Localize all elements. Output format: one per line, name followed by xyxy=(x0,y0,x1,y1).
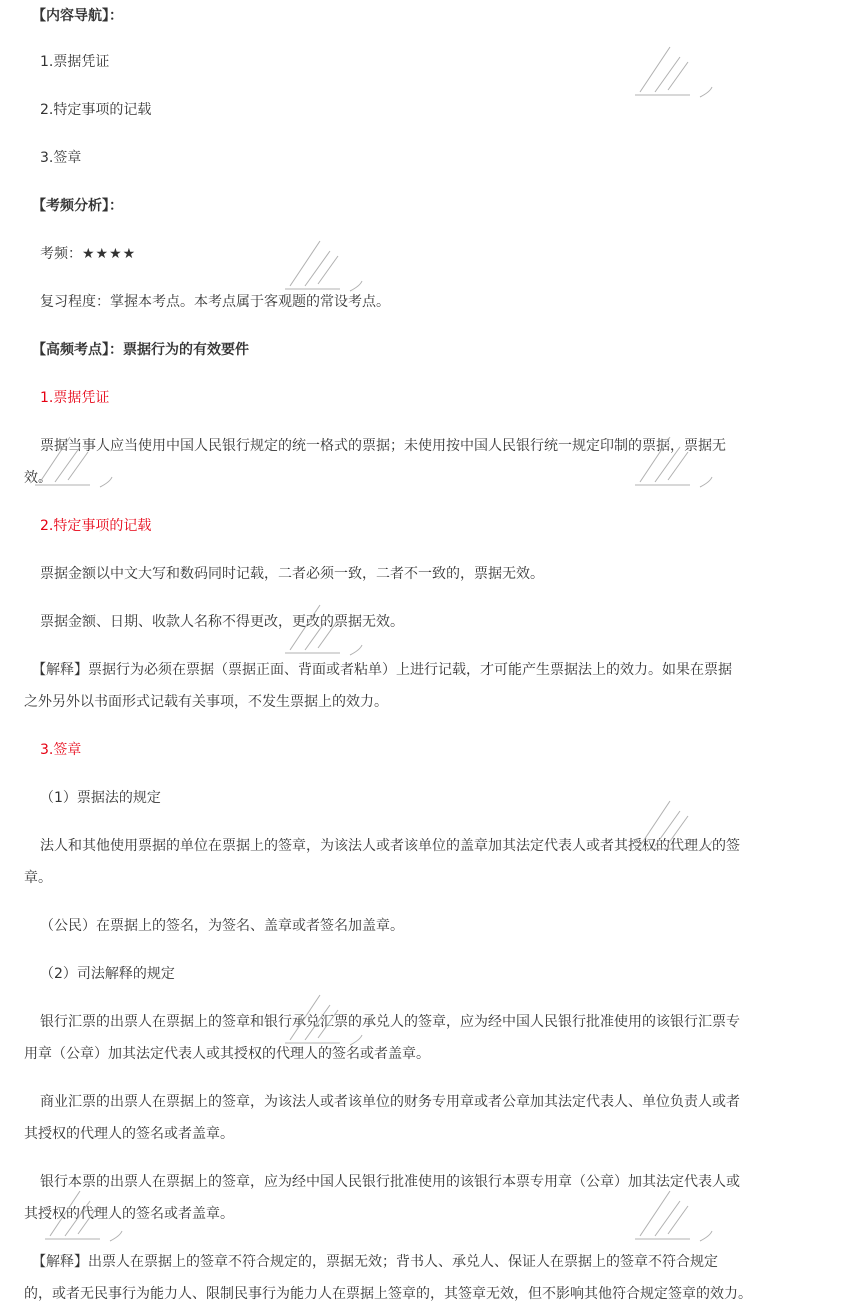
freq-stars: ★★★★ xyxy=(82,246,137,262)
section-3-paragraph-3-line-2: 用章（公章）加其法定代表人或其授权的代理人的签名或者盖章。 xyxy=(24,1046,430,1062)
section-3-paragraph-1-line-2: 章。 xyxy=(24,870,52,886)
section-1-paragraph-line-2: 效。 xyxy=(24,470,52,486)
section-3-sub-1: （1）票据法的规定 xyxy=(40,790,161,806)
section-2-paragraph-1: 票据金额以中文大写和数码同时记载，二者必须一致，二者不一致的，票据无效。 xyxy=(40,566,544,582)
section-3-sub-2: （2）司法解释的规定 xyxy=(40,966,175,982)
freq-label: 考频： xyxy=(40,246,82,262)
section-2-explain-line-1: 【解释】票据行为必须在票据（票据正面、背面或者粘单）上进行记载，才可能产生票据法上的效力。如果在票据 xyxy=(32,662,732,678)
section-3-paragraph-5-line-2: 其授权的代理人的签名或者盖章。 xyxy=(24,1206,234,1222)
nav-item-1: 1.票据凭证 xyxy=(40,54,110,70)
section-2-explain-line-2: 之外另外以书面形式记载有关事项，不发生票据上的效力。 xyxy=(24,694,388,710)
section-2-title: 2.特定事项的记载 xyxy=(40,518,152,534)
section-3-paragraph-3-line-1: 银行汇票的出票人在票据上的签章和银行承兑汇票的承兑人的签章，应为经中国人民银行批准使用的该银行汇票专 xyxy=(40,1014,740,1030)
nav-item-2: 2.特定事项的记载 xyxy=(40,102,152,118)
section-2-paragraph-2: 票据金额、日期、收款人名称不得更改，更改的票据无效。 xyxy=(40,614,404,630)
section-3-paragraph-5-line-1: 银行本票的出票人在票据上的签章，应为经中国人民银行批准使用的该银行本票专用章（公章）加其法定代表人或 xyxy=(40,1174,740,1190)
section-1-title: 1.票据凭证 xyxy=(40,390,110,406)
section-3-title: 3.签章 xyxy=(40,742,82,758)
nav-item-3: 3.签章 xyxy=(40,150,82,166)
section-3-paragraph-4-line-2: 其授权的代理人的签名或者盖章。 xyxy=(24,1126,234,1142)
section-3-paragraph-2: （公民）在票据上的签名，为签名、盖章或者签名加盖章。 xyxy=(40,918,404,934)
section-3-paragraph-1-line-1: 法人和其他使用票据的单位在票据上的签章，为该法人或者该单位的盖章加其法定代表人或者其授权的代理人的签 xyxy=(40,838,740,854)
section-3-paragraph-4-line-1: 商业汇票的出票人在票据上的签章，为该法人或者该单位的财务专用章或者公章加其法定代表人、单位负责人或者 xyxy=(40,1094,740,1110)
section-3-explain-line-2: 的，或者无民事行为能力人、限制民事行为能力人在票据上签章的，其签章无效，但不影响其他符合规定签章的效力。 xyxy=(24,1286,752,1302)
nav-heading: 【内容导航】： xyxy=(32,8,123,24)
freq-review: 复习程度：掌握本考点。本考点属于客观题的常设考点。 xyxy=(40,294,390,310)
freq-line xyxy=(0,240,847,268)
section-3-explain-line-1: 【解释】出票人在票据上的签章不符合规定的，票据无效；背书人、承兑人、保证人在票据上的签章不符合规定 xyxy=(32,1254,718,1270)
section-1-paragraph-line-1: 票据当事人应当使用中国人民银行规定的统一格式的票据；未使用按中国人民银行统一规定印制的票据，票据无 xyxy=(40,438,726,454)
freq-heading: 【考频分析】： xyxy=(32,198,123,214)
key-heading: 【高频考点】：票据行为的有效要件 xyxy=(32,342,249,358)
